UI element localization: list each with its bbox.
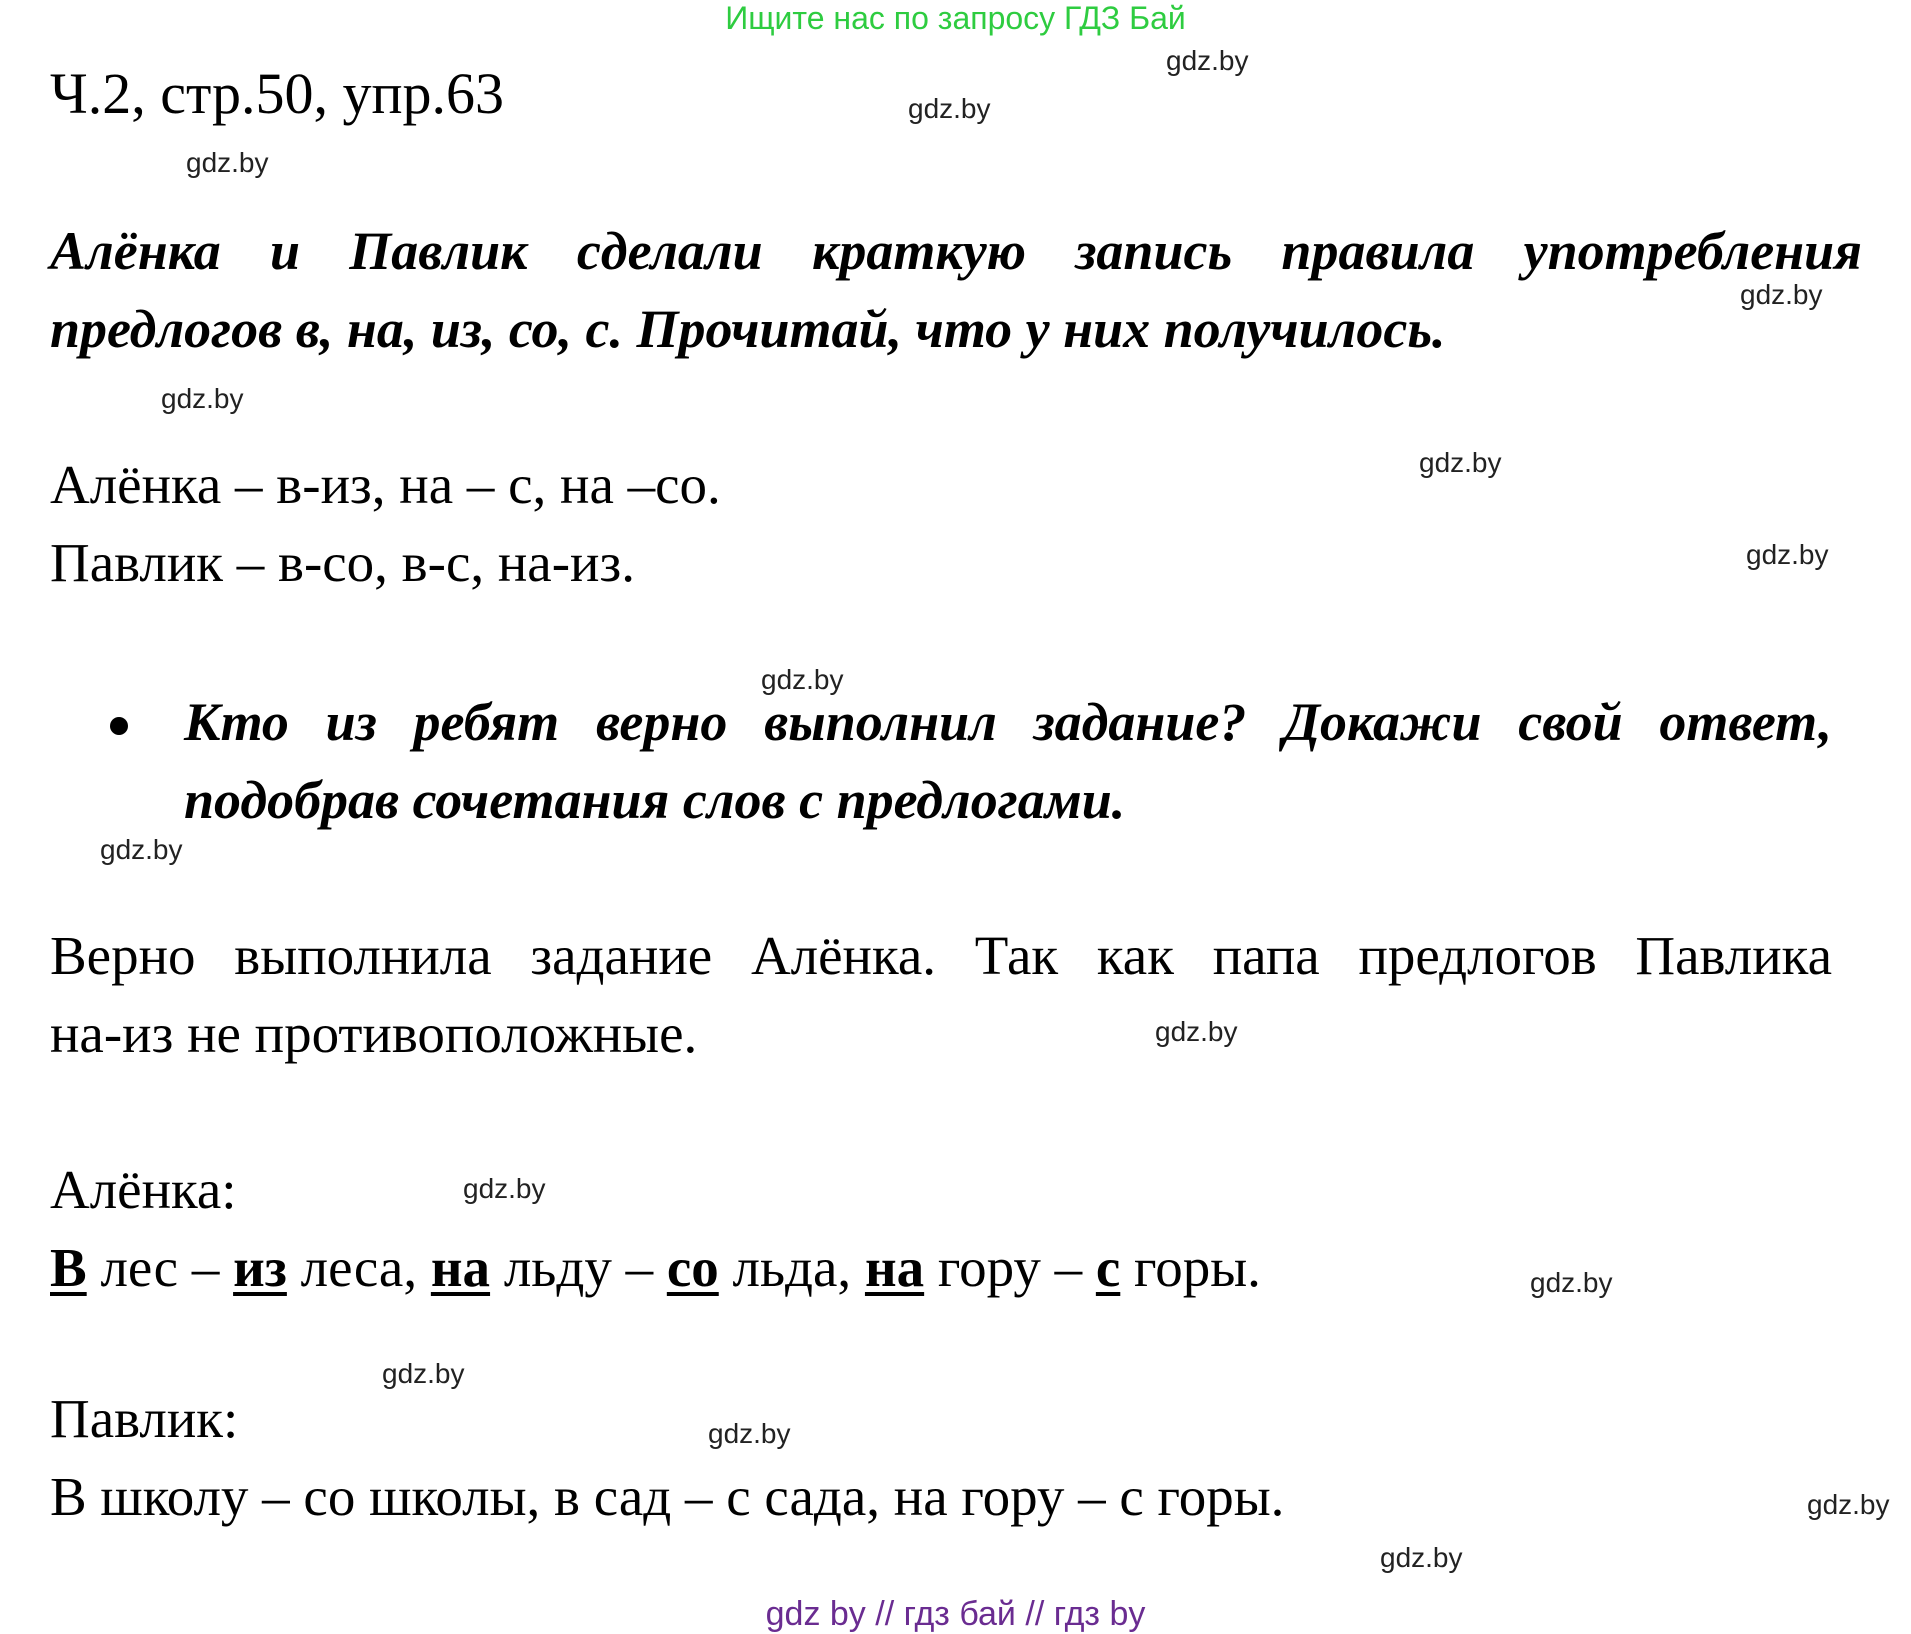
example-text: гору – bbox=[924, 1237, 1096, 1298]
task-text bbox=[50, 212, 1862, 368]
preposition-highlight: со bbox=[666, 1237, 719, 1298]
watermark: gdz.by bbox=[1740, 279, 1823, 310]
pavlik-label: Павлик: bbox=[50, 1388, 239, 1449]
alenka-answer: Алёнка – в-из, на – с, на –со. bbox=[50, 454, 721, 515]
bullet-icon bbox=[110, 717, 128, 735]
explanation-line-2: на-из не противоположные. bbox=[50, 1003, 698, 1064]
preposition-highlight: на bbox=[864, 1237, 925, 1298]
alenka-label: Алёнка: bbox=[50, 1159, 237, 1220]
question-line-1: Кто из ребят верно выполнил задание? Докажи свой ответ, bbox=[184, 692, 1832, 752]
watermark: gdz.by bbox=[908, 93, 991, 124]
question-line-2: подобрав сочетания слов с предлогами. bbox=[184, 770, 1126, 830]
task-line-1: Алёнка и Павлик сделали краткую запись правила употребления bbox=[50, 221, 1862, 281]
watermark: gdz.by bbox=[1530, 1267, 1613, 1298]
preposition-highlight: с bbox=[1095, 1237, 1121, 1298]
task-line-2: предлогов в, на, из, со, с. Прочитай, что у них получилось. bbox=[50, 299, 1446, 359]
example-text: горы. bbox=[1120, 1237, 1261, 1298]
watermark: gdz.by bbox=[1380, 1542, 1463, 1573]
watermark: gdz.by bbox=[761, 664, 844, 695]
preposition-highlight: из bbox=[233, 1237, 287, 1298]
children-answers bbox=[50, 446, 721, 602]
watermark: gdz.by bbox=[708, 1418, 791, 1449]
watermark: gdz.by bbox=[1166, 45, 1249, 76]
watermark: gdz.by bbox=[463, 1173, 546, 1204]
explanation-line-1: Верно выполнила задание Алёнка. Так как папа предлогов Павлика bbox=[50, 925, 1832, 986]
watermark: gdz.by bbox=[1746, 539, 1829, 570]
preposition-highlight: В bbox=[50, 1237, 87, 1298]
example-text: леса, bbox=[286, 1237, 431, 1298]
watermark: gdz.by bbox=[186, 147, 269, 178]
watermark: gdz.by bbox=[1419, 447, 1502, 478]
alenka-examples bbox=[50, 1236, 1261, 1299]
watermark: gdz.by bbox=[382, 1358, 465, 1389]
pavlik-answer: Павлик – в-со, в-с, на-из. bbox=[50, 532, 635, 593]
watermark: gdz.by bbox=[1807, 1489, 1890, 1520]
example-text: лес – bbox=[86, 1237, 234, 1298]
pavlik-examples: В школу – со школы, в сад – с сада, на гору – с горы. bbox=[50, 1466, 1285, 1527]
preposition-highlight: на bbox=[430, 1237, 491, 1298]
explanation-text bbox=[50, 917, 1832, 1073]
watermark: gdz.by bbox=[161, 383, 244, 414]
example-text: льда, bbox=[718, 1237, 865, 1298]
question-text bbox=[184, 683, 1832, 839]
example-text: льду – bbox=[490, 1237, 667, 1298]
top-banner: Ищите нас по запросу ГДЗ Бай bbox=[725, 0, 1186, 36]
footer-watermark: gdz by // гдз бай // гдз by bbox=[765, 1595, 1146, 1633]
watermark: gdz.by bbox=[1155, 1016, 1238, 1047]
page-header: Ч.2, стр.50, упр.63 bbox=[50, 61, 505, 126]
watermark: gdz.by bbox=[100, 834, 183, 865]
